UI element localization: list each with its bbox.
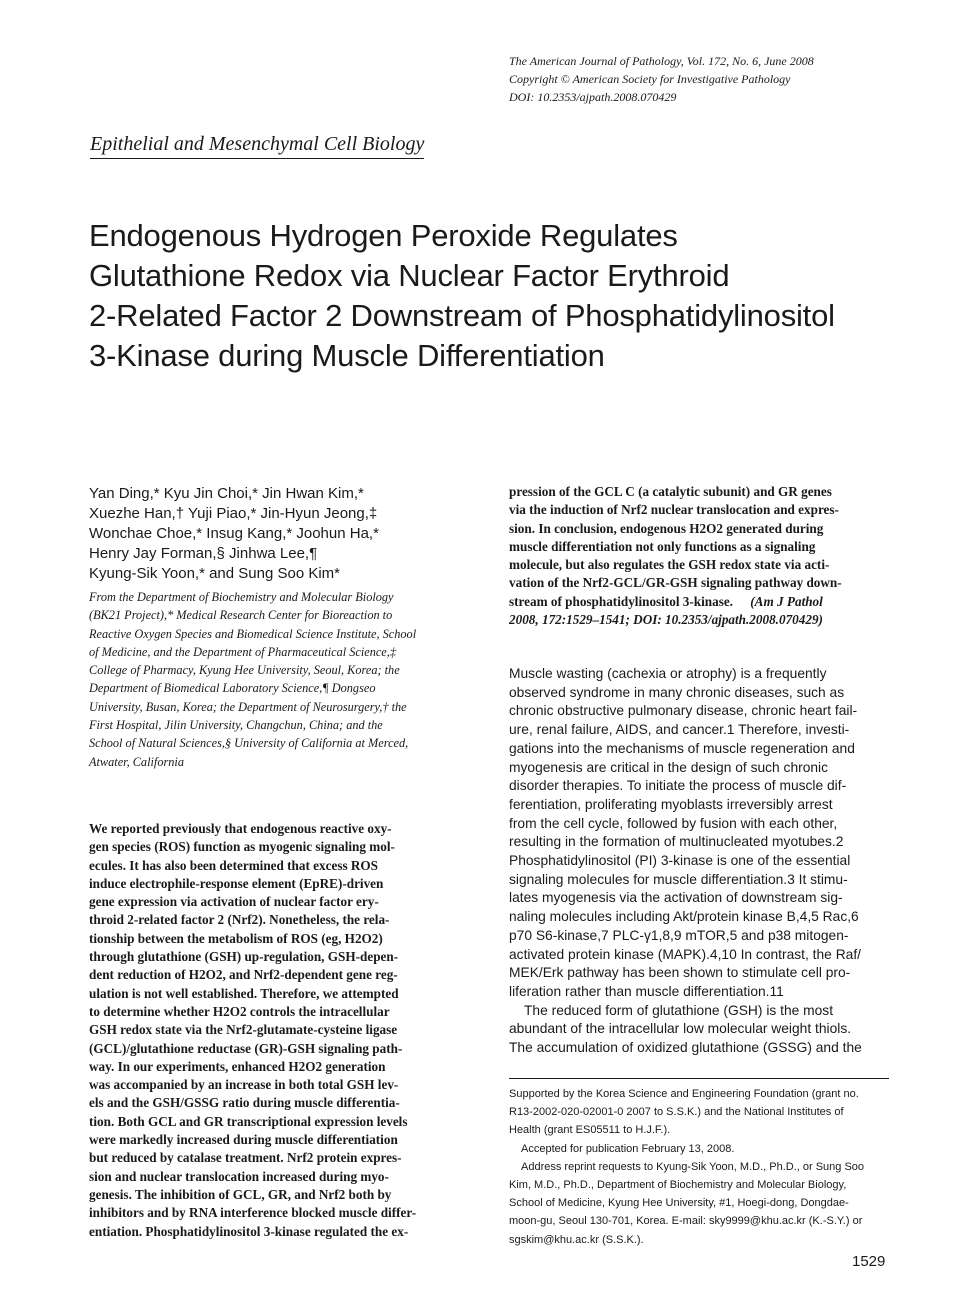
affiliation-line: Atwater, California [89, 754, 184, 769]
abstract-line: sion and nuclear translocation increased during myo- [89, 1168, 389, 1184]
title-line: 3-Kinase during Muscle Differentiation [89, 338, 605, 373]
body-line: Muscle wasting (cachexia or atrophy) is a frequently [509, 666, 827, 681]
body-line: Phosphatidylinositol (PI) 3-kinase is one of the essential [509, 853, 851, 869]
footnote-line: R13-2002-020-02001-0 2007 to S.S.K.) and the National Institutes of [509, 1106, 844, 1119]
affiliation-line: From the Department of Biochemistry and Molecular Biology [89, 590, 394, 604]
abstract-line: (GCL)/glutathione reductase (GR)-GSH signaling path- [89, 1040, 403, 1056]
affiliation-line: University, Busan, Korea; the Department of Neurosurgery,† the [89, 699, 407, 714]
body-line: MEK/Erk pathway has been shown to stimulate cell pro- [509, 965, 851, 981]
journal-doi: DOI: 10.2353/ajpath.2008.070429 [509, 90, 677, 104]
abstract-line: was accompanied by an increase in both total GSH lev- [89, 1077, 399, 1093]
abstract-line: were markedly increased during muscle differentiation [89, 1132, 398, 1148]
body-line: abundant of the intracellular low molecular weight thiols. [509, 1021, 852, 1037]
body-line: observed syndrome in many chronic diseases, such as [509, 684, 845, 700]
author-line: Yan Ding,* Kyu Jin Choi,* Jin Hwan Kim,* [89, 485, 364, 502]
abstract-line: GSH redox state via the Nrf2-glutamate-cysteine ligase [89, 1022, 398, 1038]
abstract-line: 2008, 172:1529–1541; DOI: 10.2353/ajpath.2008.070429) [509, 612, 823, 628]
body-line: chronic obstructive pulmonary disease, chronic heart fail- [509, 703, 858, 719]
abstract-line: tionship between the metabolism of ROS (eg, H2O2) [89, 930, 383, 946]
footnote-line: Health (grant ES05511 to H.J.F.). [509, 1124, 671, 1137]
author-line: Xuezhe Han,† Yuji Piao,* Jin-Hyun Jeong,‡ [89, 505, 378, 522]
section-heading: Epithelial and Mesenchymal Cell Biology [90, 131, 424, 159]
abstract-line: to determine whether H2O2 controls the intracellular [89, 1003, 390, 1019]
body-line: ure, renal failure, AIDS, and cancer.1 Therefore, investi- [509, 722, 850, 738]
abstract-line: ecules. It has also been determined that excess ROS [89, 857, 379, 873]
body-text-column [509, 665, 889, 1058]
journal-citation: The American Journal of Pathology, Vol. 172, No. 6, June 2008 [509, 54, 814, 68]
abstract-line: induce electrophile-response element (EpRE)-driven [89, 875, 384, 891]
footnote-line: sgskim@khu.ac.kr (S.S.K.). [509, 1233, 644, 1246]
abstract-line: gene expression via activation of nuclear factor ery- [89, 894, 379, 910]
body-line: resulting in the formation of multinucleated myotubes.2 [509, 834, 844, 850]
article-title [89, 216, 949, 376]
affiliation-line: School of Natural Sciences,§ University of California at Merced, [89, 736, 409, 751]
abstract-line: entiation. Phosphatidylinositol 3-kinase regulated the ex- [89, 1223, 409, 1239]
title-line: Glutathione Redox via Nuclear Factor Erythroid [89, 258, 730, 293]
abstract-line-citation [509, 593, 889, 611]
footnote-line: Address reprint requests to Kyung-Sik Yoon, M.D., Ph.D., or Sung Soo [521, 1160, 865, 1173]
abstract-line: dent reduction of H2O2, and Nrf2-dependent gene reg- [89, 967, 398, 983]
body-line: gations into the mechanisms of muscle regeneration and [509, 740, 855, 756]
footnote-divider [509, 1078, 889, 1079]
abstract-line: tion. Both GCL and GR transcriptional expression levels [89, 1113, 408, 1129]
body-line: from the cell cycle, followed by fusion with each other, [509, 815, 838, 831]
abstract-line: way. In our experiments, enhanced H2O2 generation [89, 1058, 386, 1074]
body-line: lates myogenesis via the activation of downstream sig- [509, 890, 843, 906]
abstract-line: pression of the GCL C (a catalytic subunit) and GR genes [509, 484, 832, 499]
abstract-line: gen species (ROS) function as myogenic signaling mol- [89, 839, 395, 855]
abstract-line: els and the GSH/GSSG ratio during muscle differentia- [89, 1095, 400, 1111]
affiliation-line: First Hospital, Jilin University, Changchun, China; and the [89, 718, 383, 733]
abstract-line: vation of the Nrf2-GCL/GR-GSH signaling pathway down- [509, 575, 842, 591]
author-line: Kyung-Sik Yoon,* and Sung Soo Kim* [89, 565, 341, 582]
body-line: p70 S6-kinase,7 PLC-γ1,8,9 mTOR,5 and p38 mitogen- [509, 927, 849, 943]
abstract-line: but reduced by catalase treatment. Nrf2 protein expres- [89, 1150, 402, 1166]
title-line: Endogenous Hydrogen Peroxide Regulates [89, 218, 678, 253]
affiliation-line: of Medicine, and the Department of Pharmaceutical Science,‡ [89, 644, 396, 659]
body-line: signaling molecules for muscle differentiation.3 It stimu- [509, 871, 848, 887]
author-line: Henry Jay Forman,§ Jinhwa Lee,¶ [89, 545, 318, 562]
abstract-line: inhibitors and by RNA interference blocked muscle differ- [89, 1205, 417, 1221]
abstract-line: stream of phosphatidylinositol 3-kinase. [509, 593, 733, 609]
body-line: disorder therapies. To initiate the process of muscle dif- [509, 778, 847, 794]
abstract-right-column [509, 483, 889, 629]
author-line: Wonchae Choe,* Insug Kang,* Joohun Ha,* [89, 525, 379, 542]
journal-metadata [509, 52, 929, 106]
abstract-line: sion. In conclusion, endogenous H2O2 generated during [509, 520, 824, 536]
abstract-left-column [89, 820, 469, 1241]
abstract-line: ulation is not well established. Therefore, we attempted [89, 985, 399, 1001]
footnote-line: moon-gu, Seoul 130-701, Korea. E-mail: sky9999@khu.ac.kr (K.-S.Y.) or [509, 1215, 863, 1228]
abstract-line: through glutathione (GSH) up-regulation, GSH-depen- [89, 949, 399, 965]
body-line: liferation rather than muscle differentiation.11 [509, 983, 784, 999]
affiliation-line: College of Pharmacy, Kyung Hee University, Seoul, Korea; the [89, 663, 400, 678]
abstract-line: via the induction of Nrf2 nuclear translocation and expres- [509, 502, 839, 518]
footnote-line: Kim, M.D., Ph.D., Department of Biochemistry and Molecular Biology, [509, 1179, 847, 1192]
affiliation-line: (BK21 Project),* Medical Research Center for Bioreaction to [89, 608, 393, 623]
body-line: activated protein kinase (MAPK).4,10 In contrast, the Raf/ [509, 946, 861, 962]
body-line: ferentiation, proliferating myoblasts irreversibly arrest [509, 796, 833, 812]
affiliation-line: Department of Biomedical Laboratory Science,¶ Dongseo [89, 681, 376, 696]
page-number: 1529 [852, 1253, 886, 1270]
journal-copyright: Copyright © American Society for Investigative Pathology [509, 72, 791, 86]
abstract-line: genesis. The inhibition of GCL, GR, and Nrf2 both by [89, 1186, 392, 1202]
body-line: myogenesis are critical in the design of such chronic [509, 759, 829, 775]
abstract-line: muscle differentiation not only functions as a signaling [509, 538, 816, 554]
footnote-line: Supported by the Korea Science and Engineering Foundation (grant no. [509, 1088, 859, 1100]
footnote-line: Accepted for publication February 13, 2008. [521, 1142, 735, 1155]
title-line: 2-Related Factor 2 Downstream of Phosphatidylinositol [89, 298, 835, 333]
affiliations [89, 588, 471, 771]
footnotes [509, 1085, 889, 1249]
body-line: The accumulation of oxidized glutathione (GSSG) and the [509, 1040, 862, 1056]
abstract-line: molecule, but also regulates the GSH redox state via acti- [509, 557, 830, 573]
citation-journal: (Am J Pathol [750, 593, 823, 609]
body-line: The reduced form of glutathione (GSH) is the most [524, 1002, 834, 1018]
author-list [89, 484, 479, 584]
body-line: naling molecules including Akt/protein kinase B,4,5 Rac,6 [509, 909, 859, 925]
abstract-line: We reported previously that endogenous reactive oxy- [89, 821, 392, 836]
affiliation-line: Reactive Oxygen Species and Biomedical Science Institute, School [89, 626, 417, 641]
abstract-line: throid 2-related factor 2 (Nrf2). Nonetheless, the rela- [89, 912, 390, 928]
footnote-line: School of Medicine, Kyung Hee University, #1, Hoegi-dong, Dongdae- [509, 1197, 849, 1210]
